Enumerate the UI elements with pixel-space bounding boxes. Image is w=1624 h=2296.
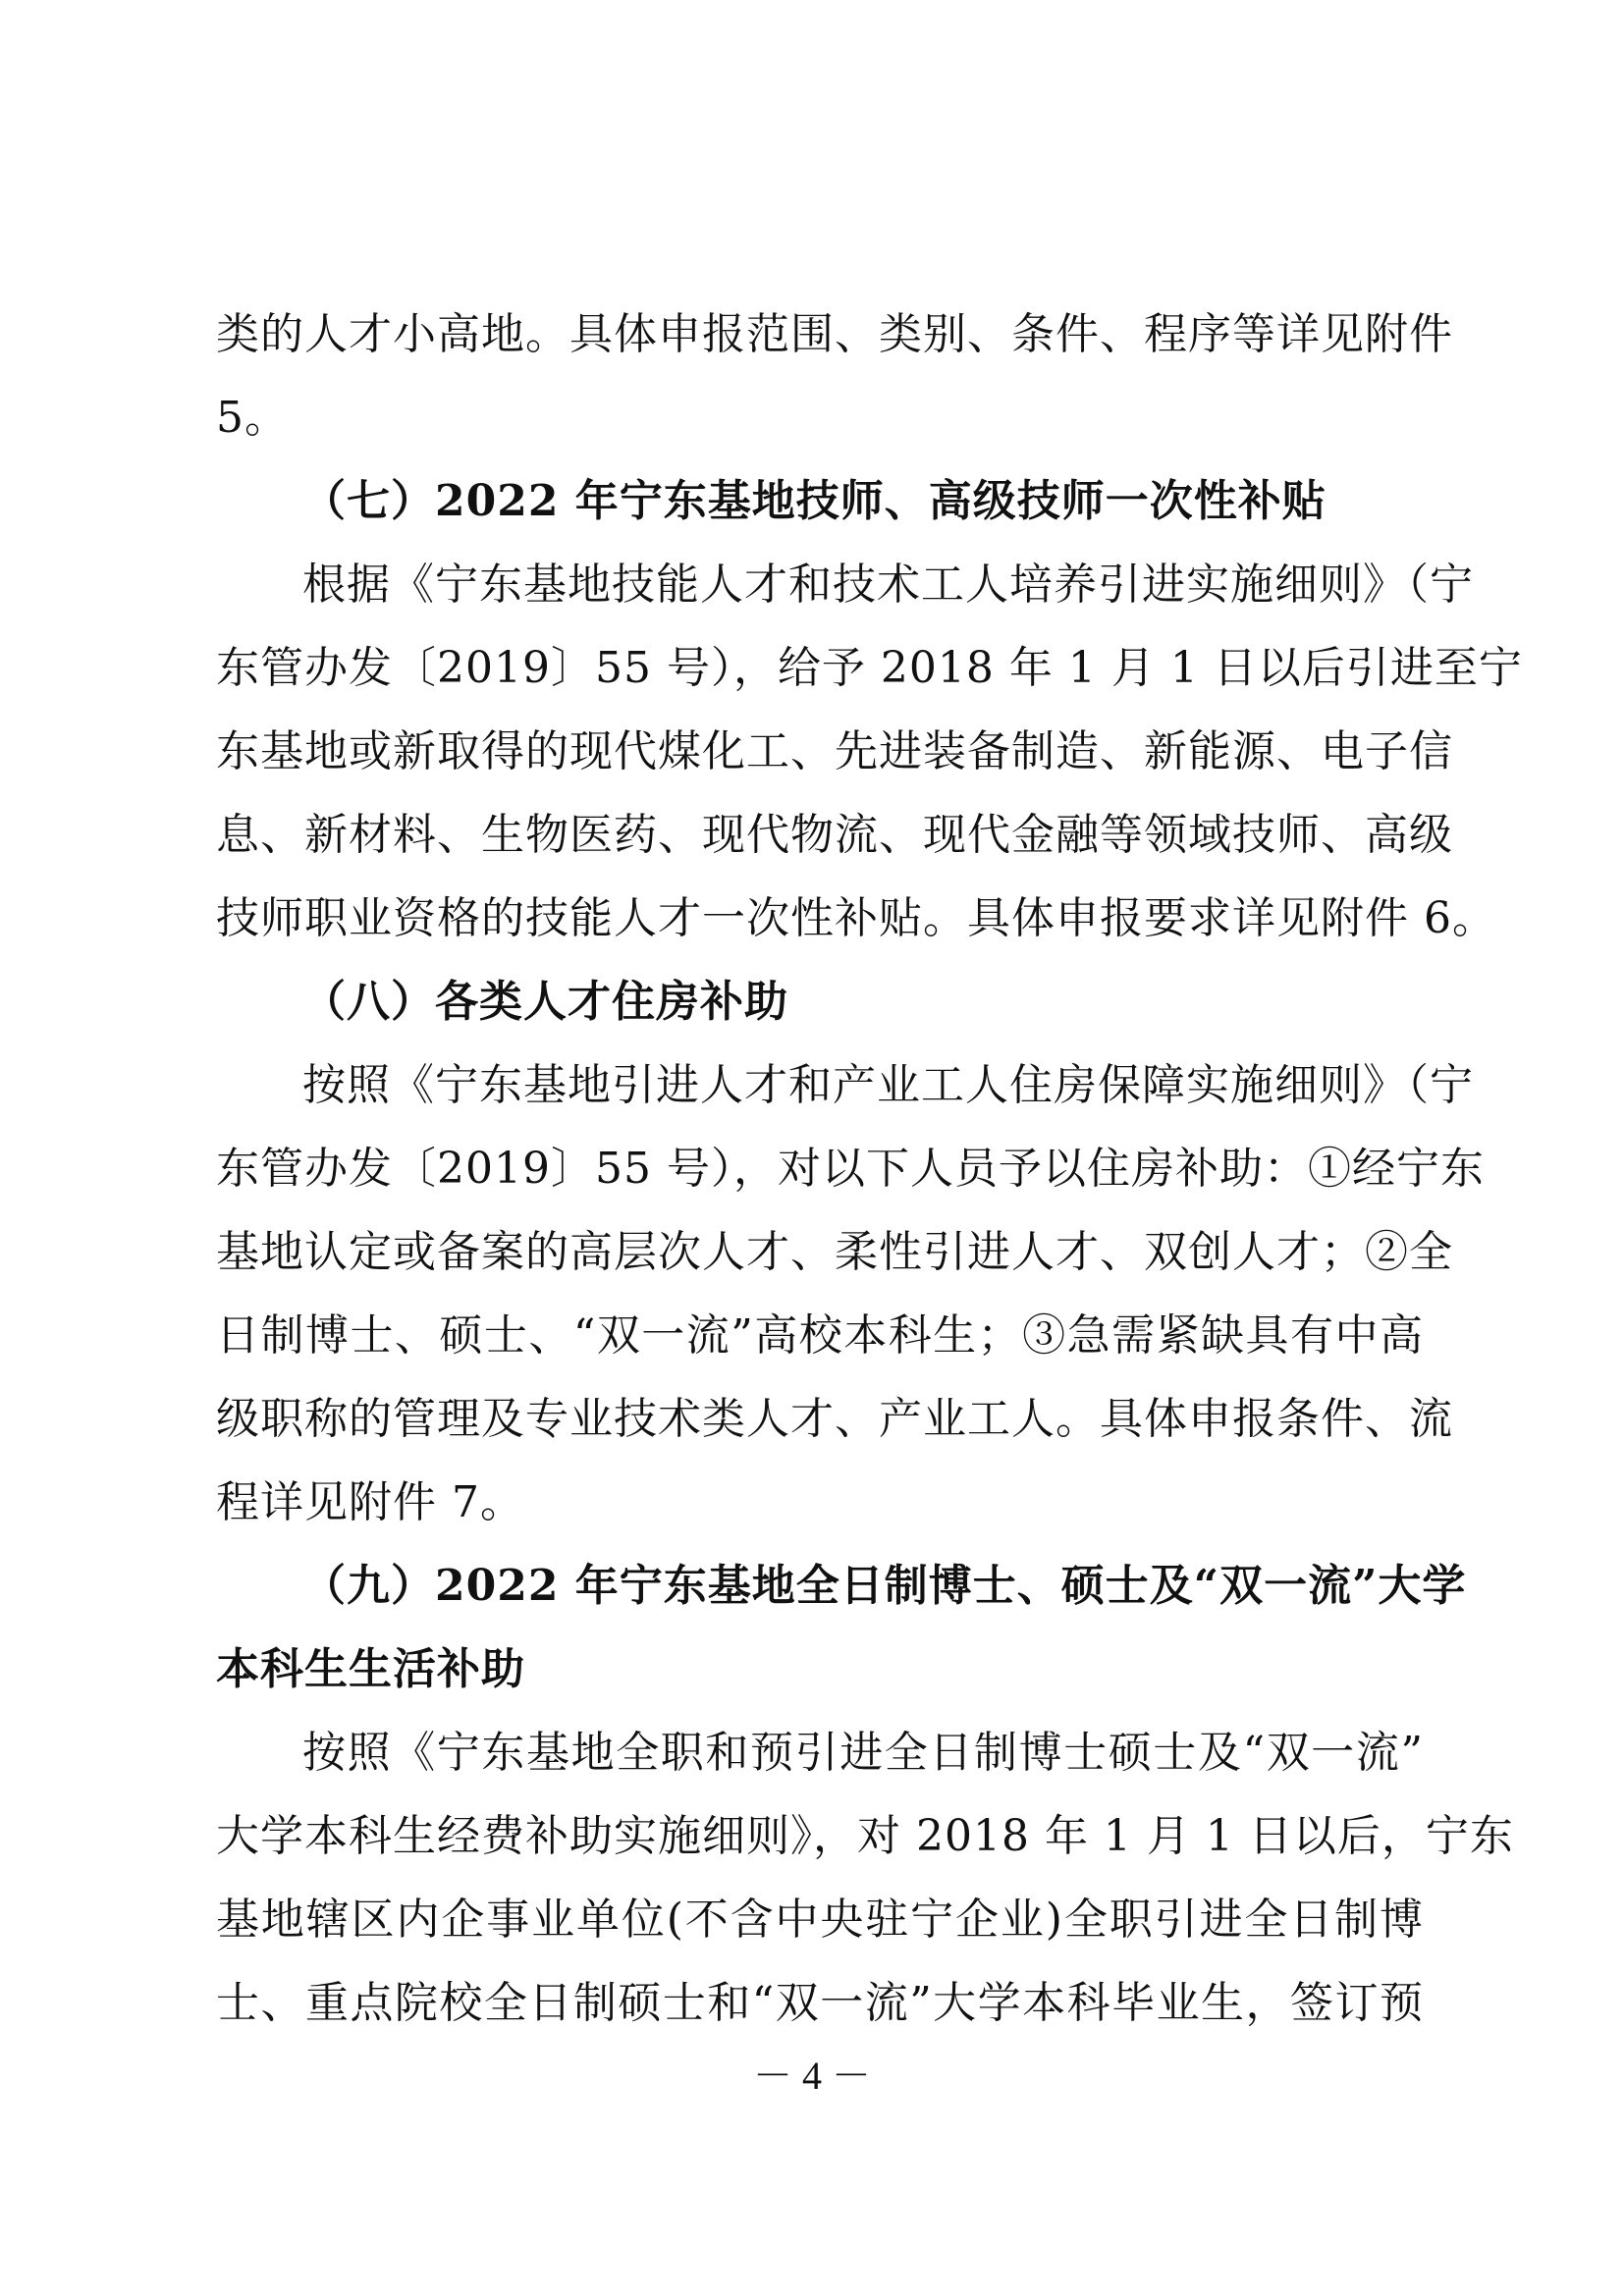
- body-text-line: 基地辖区内企事业单位(不含中央驻宁企业)全职引进全日制博: [216, 1895, 1424, 1945]
- body-text-line: 东基地或新取得的现代煤化工、先进装备制造、新能源、电子信: [216, 726, 1453, 776]
- body-text-line: 大学本科生经费补助实施细则》，对 2018 年 1 月 1 日以后，宁东: [216, 1811, 1514, 1861]
- body-text-line: 士、重点院校全日制硕士和“双一流”大学本科毕业生，签订预: [216, 1978, 1424, 2028]
- section-heading-9-continued: 本科生生活补助: [216, 1644, 525, 1694]
- body-text-line: 基地认定或备案的高层次人才、柔性引进人才、双创人才；②全: [216, 1227, 1453, 1277]
- page-number: － 4 －: [753, 2054, 871, 2098]
- body-text-line: 类的人才小高地。具体申报范围、类别、条件、程序等详见附件: [216, 309, 1453, 359]
- body-text-line: 按照《宁东基地全职和预引进全日制博士硕士及“双一流”: [302, 1728, 1424, 1778]
- section-heading-7: （七）2022 年宁东基地技师、高级技师一次性补贴: [302, 476, 1326, 526]
- section-heading-9: （九）2022 年宁东基地全日制博士、硕士及“双一流”大学: [302, 1561, 1467, 1611]
- body-text-line: 日制博士、硕士、“双一流”高校本科生；③急需紧缺具有中高: [216, 1310, 1424, 1361]
- body-text-line: 按照《宁东基地引进人才和产业工人住房保障实施细则》（宁: [302, 1060, 1474, 1110]
- body-text-line: 程详见附件 7。: [216, 1477, 524, 1527]
- body-text-line: 息、新材料、生物医药、现代物流、现代金融等领域技师、高级: [216, 810, 1453, 860]
- body-text-line: 技师职业资格的技能人才一次性补贴。具体申报要求详见附件 6。: [216, 893, 1496, 943]
- body-text-line: 东管办发〔2019〕55 号），对以下人员予以住房补助：①经宁东: [216, 1144, 1485, 1194]
- body-text-line: 级职称的管理及专业技术类人才、产业工人。具体申报条件、流: [216, 1394, 1453, 1444]
- body-text-line: 根据《宁东基地技能人才和技术工人培养引进实施细则》（宁: [302, 560, 1474, 610]
- body-text-line: 5。: [216, 393, 289, 443]
- section-heading-8: （八）各类人才住房补助: [302, 977, 788, 1027]
- body-text-line: 东管办发〔2019〕55 号），给予 2018 年 1 月 1 日以后引进至宁: [216, 643, 1523, 693]
